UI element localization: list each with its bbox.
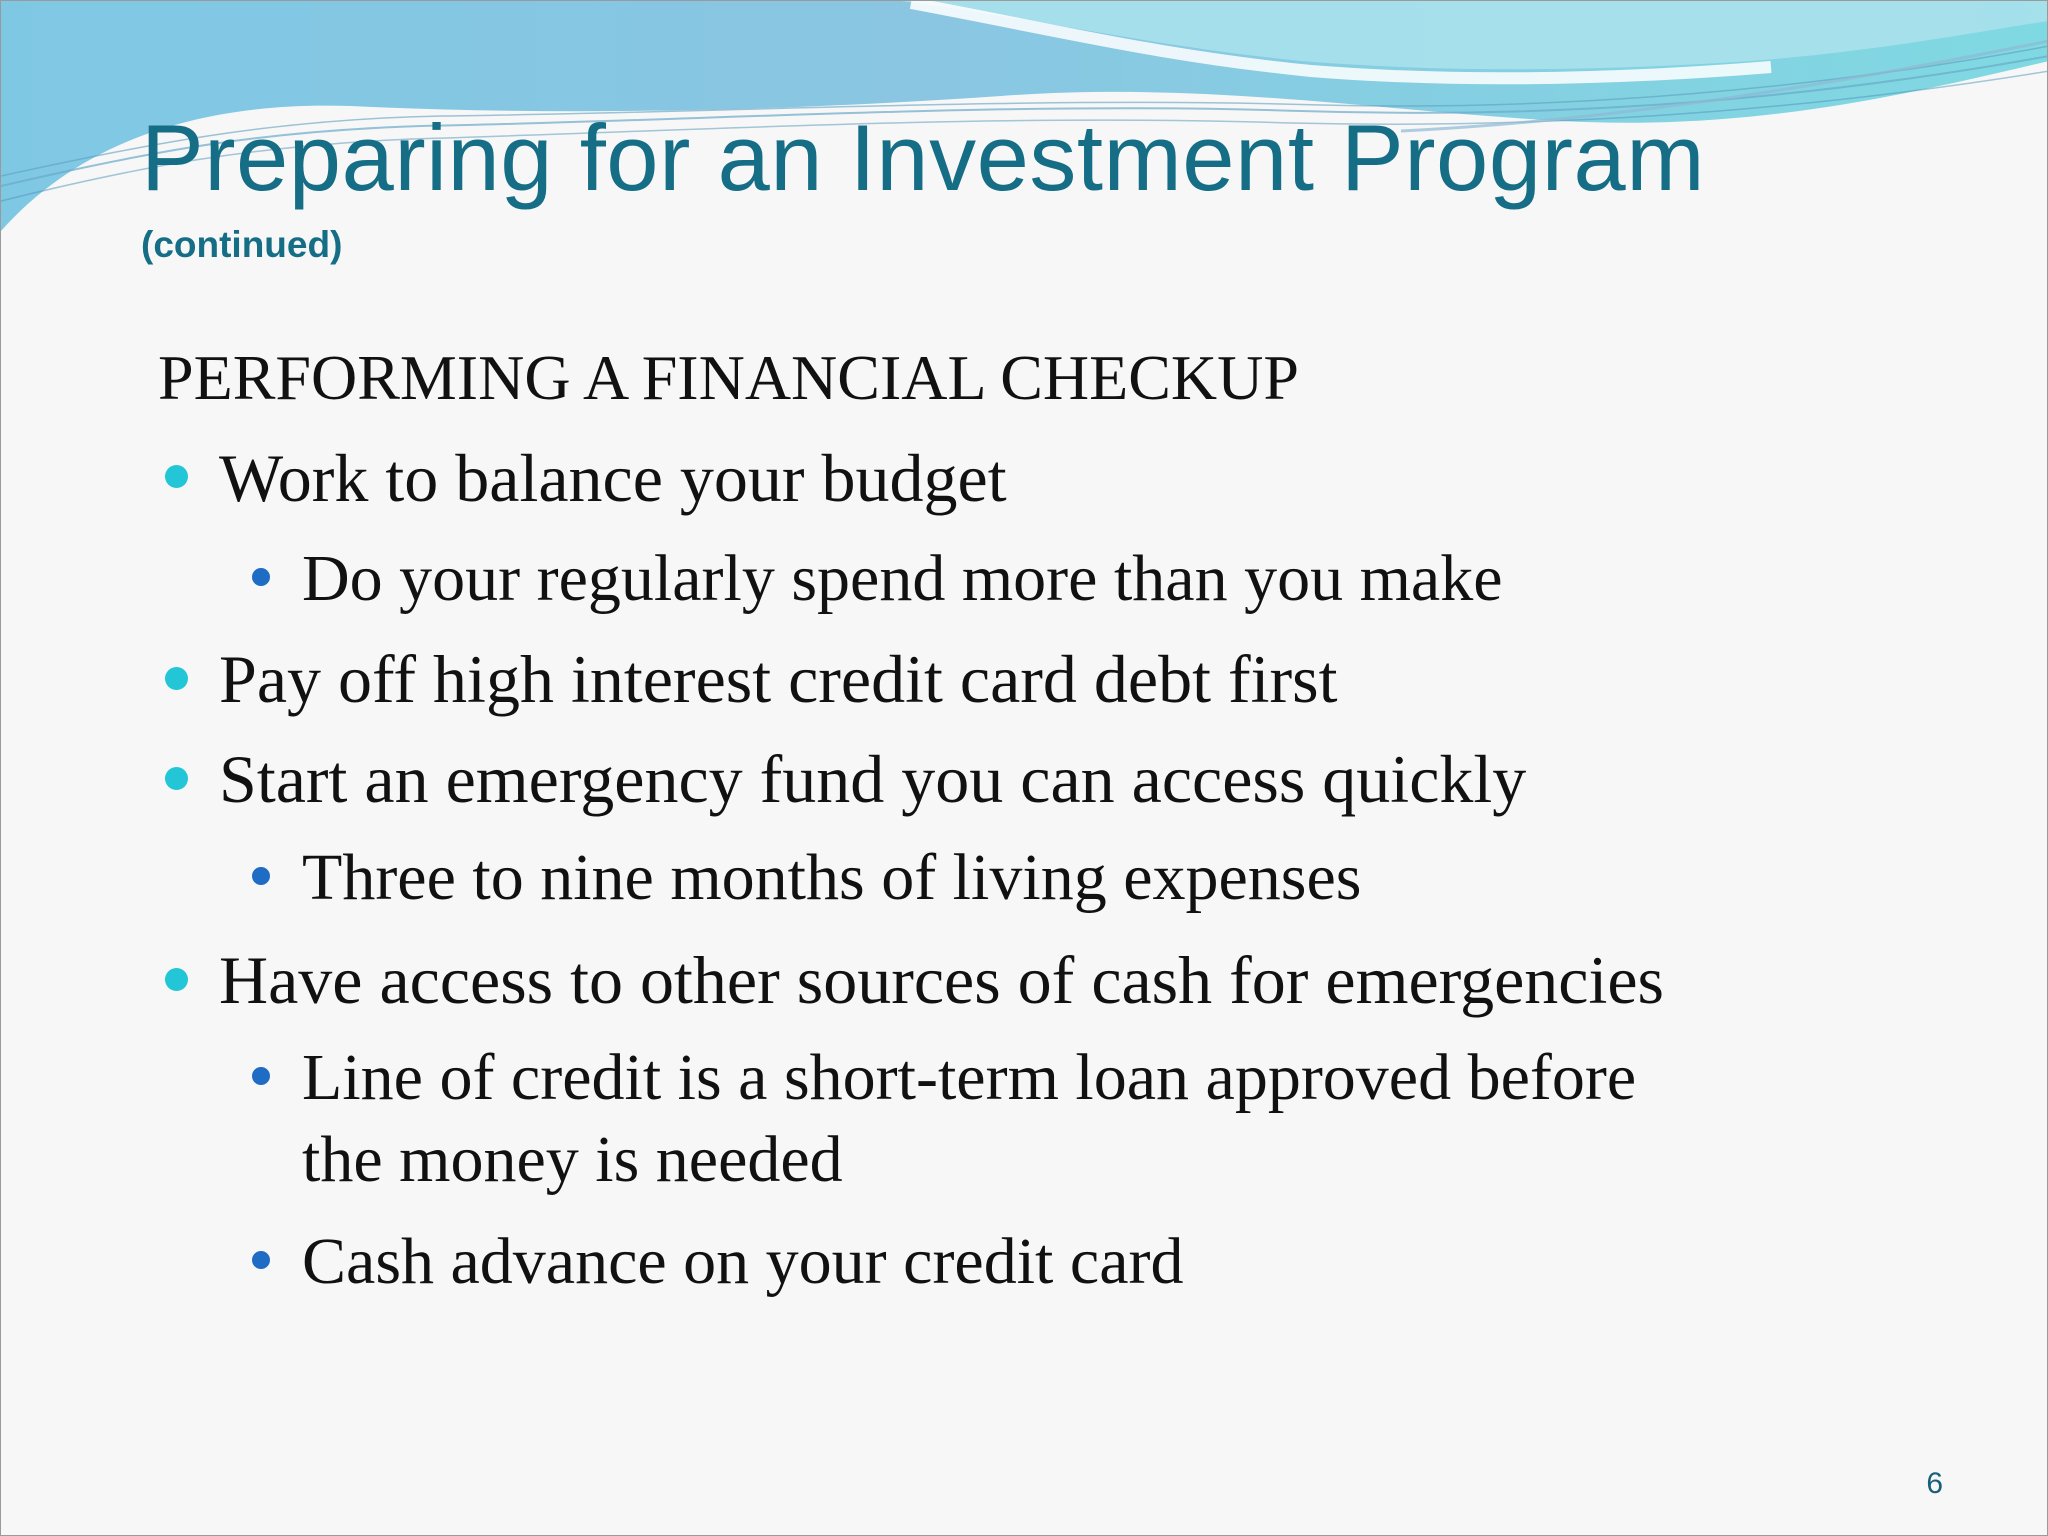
bullet-item: Start an emergency fund you can access quickly bbox=[219, 741, 1527, 817]
bullet-dot-level1 bbox=[165, 767, 188, 790]
bullet-dot-level2 bbox=[252, 1251, 270, 1269]
bullet-item: Have access to other sources of cash for emergencies bbox=[219, 942, 1664, 1018]
sub-bullet-item: Line of credit is a short-term loan approved before bbox=[302, 1041, 1637, 1114]
page-number: 6 bbox=[1926, 1467, 1943, 1500]
sub-bullet-item: Cash advance on your credit card bbox=[302, 1225, 1184, 1298]
bullet-dot-level2 bbox=[252, 1067, 270, 1085]
bullet-dot-level2 bbox=[252, 568, 270, 586]
bullet-dot-level2 bbox=[252, 867, 270, 885]
bullet-dot-level1 bbox=[165, 465, 188, 488]
sub-bullet-item: Three to nine months of living expenses bbox=[302, 841, 1362, 914]
section-heading: PERFORMING A FINANCIAL CHECKUP bbox=[158, 342, 1299, 413]
bullet-item: Pay off high interest credit card debt first bbox=[219, 641, 1338, 717]
slide-subtitle: (continued) bbox=[141, 224, 343, 265]
slide-title: Preparing for an Investment Program bbox=[141, 105, 1706, 210]
sub-bullet-item: Do your regularly spend more than you make bbox=[302, 542, 1503, 615]
bullet-item: Work to balance your budget bbox=[219, 440, 1007, 516]
sub-bullet-item-continuation: the money is needed bbox=[302, 1123, 843, 1196]
bullet-dot-level1 bbox=[165, 667, 188, 690]
bullet-dot-level1 bbox=[165, 968, 188, 991]
